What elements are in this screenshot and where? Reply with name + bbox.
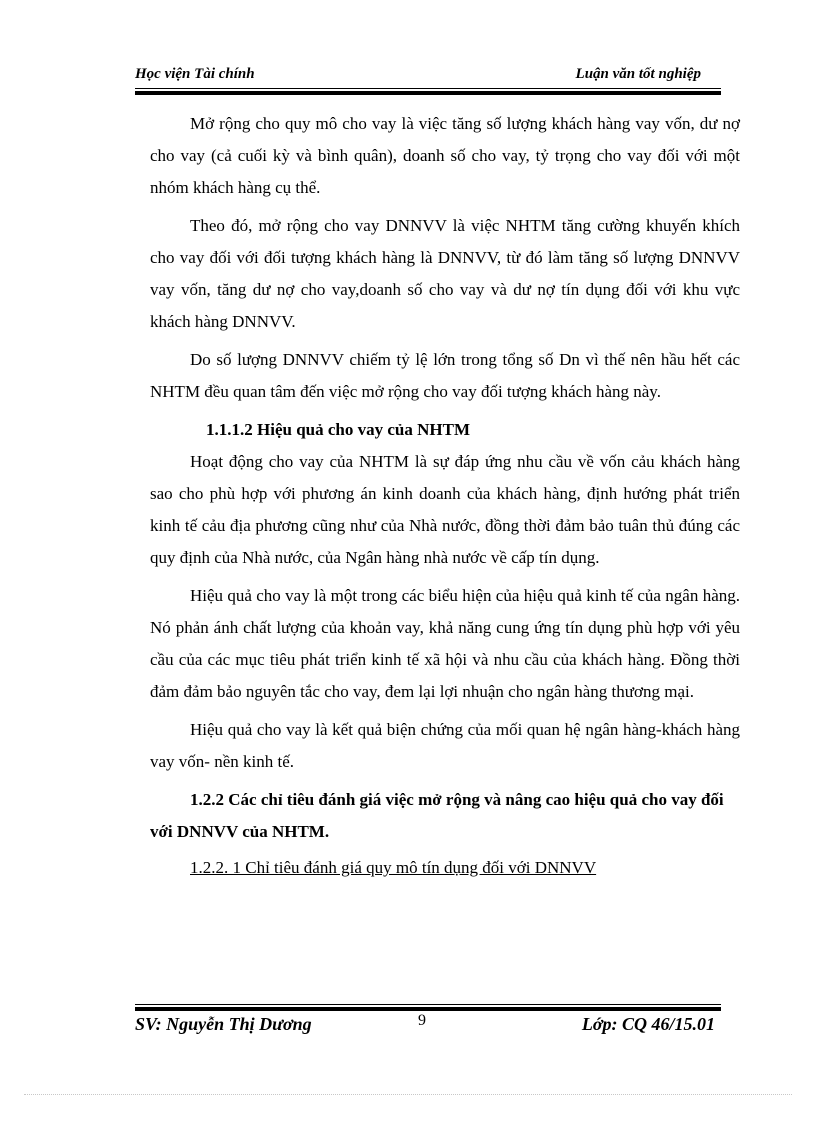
paragraph-expansion-dnnvv: Theo đó, mở rộng cho vay DNNVV là việc NHTM tăng cường khuyến khích cho vay đối với đối tượng khách hàng là DNNVV, từ đó làm tăng số lượng DNNVV vay vốn, tăng dư nợ cho vay,doanh số cho vay và dư nợ tín dụng đối với khu vực khách hàng DNNVV. bbox=[150, 216, 740, 331]
subsection-heading-scale-criteria bbox=[150, 852, 740, 884]
paragraph-efficiency-definition: Hiệu quả cho vay là một trong các biểu hiện của hiệu quả kinh tế của ngân hàng. Nó phản ánh chất lượng của khoản vay, khả năng cung ứng tín dụng phù hợp với yêu cầu của các mục tiêu phát triển kinh tế xã hội và nhu cầu của khách hàng. Đồng thời đảm đảm bảo nguyên tắc cho vay, đem lại lợi nhuận cho ngân hàng thương mại. bbox=[150, 586, 740, 701]
header-institution: Học viện Tài chính bbox=[135, 66, 255, 82]
footer-class-code: Lớp: CQ 46/15.01 bbox=[581, 1014, 715, 1034]
paragraph-dnnvv-share: Do số lượng DNNVV chiếm tỷ lệ lớn trong tổng số Dn vì thế nên hầu hết các NHTM đều quan tâm đến việc mở rộng cho vay đối tượng khách hàng này. bbox=[150, 350, 740, 401]
paragraph-lending-activity: Hoạt động cho vay của NHTM là sự đáp ứng nhu cầu về vốn cảu khách hàng sao cho phù hợp với phương án kinh doanh của khách hàng, định hướng phát triển kinh tế cảu địa phương cũng như của Nhà nước, đồng thời đảm bảo tuân thủ đúng các quy định của Nhà nước, của Ngân hàng nhà nước về cấp tín dụng. bbox=[150, 452, 740, 567]
footer-student-name: SV: Nguyễn Thị Dương bbox=[135, 1014, 312, 1034]
header-rule-thick bbox=[135, 91, 721, 95]
page-header bbox=[135, 66, 721, 88]
page-body bbox=[150, 108, 740, 884]
footer-rule-thin bbox=[135, 1004, 721, 1005]
page-footer bbox=[135, 1014, 721, 1040]
subsection-heading-text: 1.2.2. 1 Chỉ tiêu đánh giá quy mô tín dụng đối với DNNVV bbox=[190, 858, 597, 877]
paragraph-scale-definition: Mở rộng cho quy mô cho vay là việc tăng số lượng khách hàng vay vốn, dư nợ cho vay (cả cuối kỳ và bình quân), doanh số cho vay, tỷ trọng cho vay đối với một nhóm khách hàng cụ thể. bbox=[150, 114, 740, 197]
section-heading-efficiency: 1.1.1.2 Hiệu quả cho vay của NHTM bbox=[206, 420, 470, 439]
footer-page-number: 9 bbox=[418, 1012, 426, 1029]
paragraph-efficiency-result: Hiệu quả cho vay là kết quả biện chứng của mối quan hệ ngân hàng-khách hàng vay vốn- nền kinh tế. bbox=[150, 720, 740, 771]
header-rule-thin bbox=[135, 88, 721, 89]
section-heading-criteria: 1.2.2 Các chỉ tiêu đánh giá việc mở rộng và nâng cao hiệu quả cho vay đối với DNNVV của NHTM. bbox=[150, 790, 724, 841]
header-document-type: Luận văn tốt nghiệp bbox=[575, 66, 701, 82]
page-boundary-dotted-line bbox=[24, 1094, 792, 1095]
footer-rule-thick bbox=[135, 1007, 721, 1011]
